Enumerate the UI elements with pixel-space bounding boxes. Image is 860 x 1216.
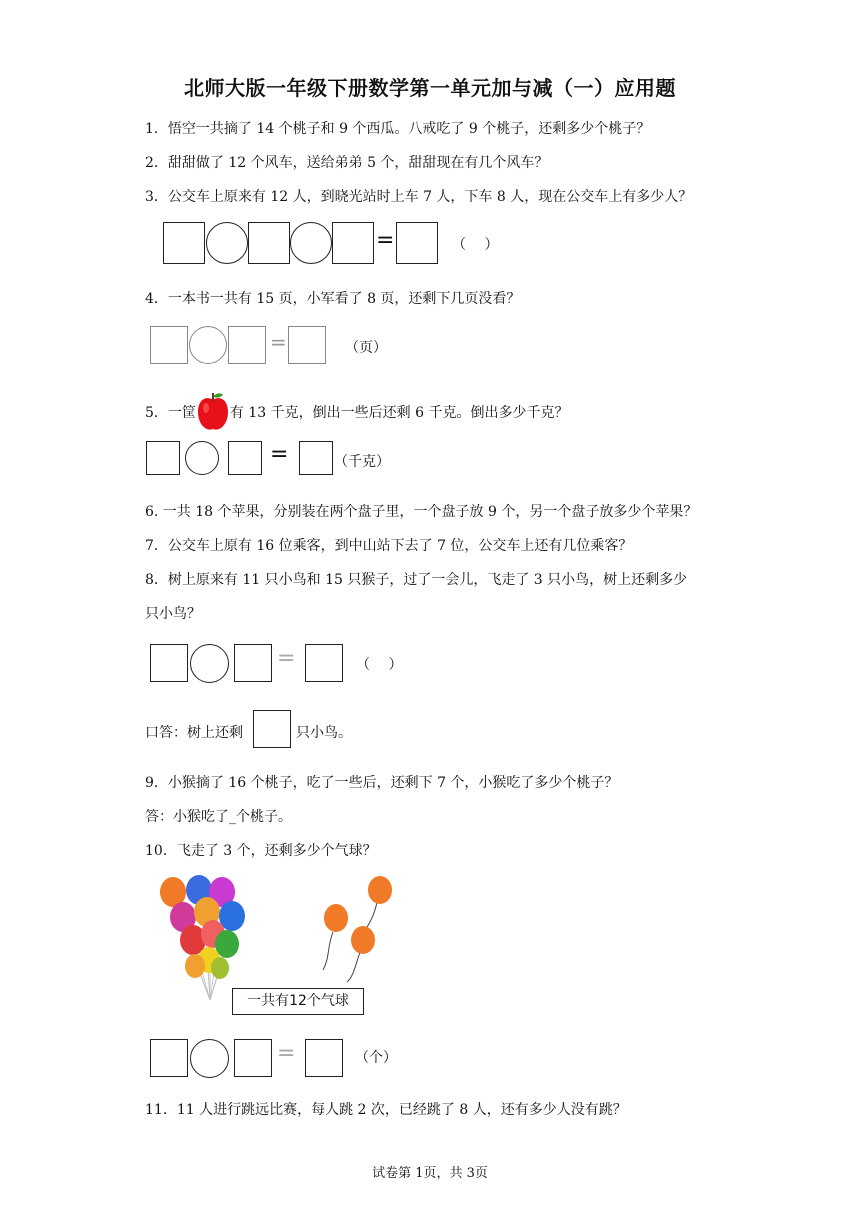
equals-sign: =	[270, 442, 289, 467]
unit-label: （个）	[355, 1050, 397, 1066]
balloon-icon	[185, 954, 205, 978]
answer-box[interactable]	[146, 441, 180, 475]
question-4: 4．一本书一共有 15 页，小军看了 8 页，还剩下几页没看？	[145, 291, 521, 307]
question-10: 10．飞走了 3 个，还剩多少个气球？	[145, 843, 377, 859]
apple-icon	[196, 392, 230, 426]
result-box[interactable]	[299, 441, 333, 475]
equals-sign: =	[376, 228, 395, 253]
operator-circle[interactable]	[189, 326, 227, 364]
operator-circle[interactable]	[185, 441, 219, 475]
oral-answer-prefix: 口答：树上还剩	[145, 725, 243, 741]
q8-oral-answer	[145, 722, 243, 742]
operator-circle[interactable]	[206, 222, 248, 264]
balloons-caption: 一共有12个气球	[232, 988, 364, 1015]
question-8-line-1: 8．树上原来有 11 只小鸟和 15 只猴子，过了一会儿，飞走了 3 只小鸟，树上还剩多少	[145, 572, 688, 588]
operator-circle[interactable]	[190, 644, 229, 683]
equals-sign: =	[277, 646, 296, 671]
unit-label: （ ）	[452, 237, 499, 253]
balloon-icon	[351, 926, 375, 954]
operator-circle[interactable]	[290, 222, 332, 264]
answer-box[interactable]	[234, 1039, 272, 1077]
question-8-line-2: 只小鸟？	[145, 606, 201, 622]
balloon-icon	[324, 904, 348, 932]
answer-box[interactable]	[332, 222, 374, 264]
equals-sign: =	[270, 330, 287, 354]
page-title: 北师大版一年级下册数学第一单元加与减（一）应用题	[184, 76, 676, 100]
page-footer: 试卷第 1页，共 3页	[372, 1166, 488, 1181]
equals-sign: =	[277, 1041, 296, 1066]
unit-label: （千克）	[334, 454, 390, 470]
unit-label: （ ）	[356, 657, 403, 673]
question-9: 9．小猴摘了 16 个桃子，吃了一些后，还剩下 7 个，小猴吃了多少个桃子？	[145, 775, 619, 791]
result-box[interactable]	[288, 326, 326, 364]
answer-box[interactable]	[234, 644, 272, 682]
question-5-prefix: 5．一筐	[145, 405, 196, 421]
answer-box[interactable]	[163, 222, 205, 264]
result-box[interactable]	[305, 1039, 343, 1077]
question-3: 3．公交车上原来有 12 人，到晓光站时上车 7 人，下车 8 人，现在公交车上有多少人？	[145, 189, 693, 205]
question-1: 1．悟空一共摘了 14 个桃子和 9 个西瓜。八戒吃了 9 个桃子，还剩多少个桃子？	[145, 121, 651, 137]
operator-circle[interactable]	[190, 1039, 229, 1078]
answer-box[interactable]	[228, 326, 266, 364]
question-2: 2．甜甜做了 12 个风车，送给弟弟 5 个，甜甜现在有几个风车？	[145, 155, 549, 171]
question-5-suffix: 有 13 千克，倒出一些后还剩 6 千克。倒出多少千克？	[229, 405, 569, 421]
answer-box[interactable]	[248, 222, 290, 264]
question-6: 6. 一共 18 个苹果，分别装在两个盘子里，一个盘子放 9 个，另一个盘子放多少个苹果？	[145, 504, 698, 520]
oral-answer-suffix: 只小鸟。	[296, 725, 352, 741]
unit-label: （页）	[345, 340, 387, 356]
answer-box[interactable]	[150, 644, 188, 682]
result-box[interactable]	[305, 644, 343, 682]
question-5	[145, 396, 568, 430]
question-9-answer: 答：小猴吃了_个桃子。	[145, 809, 292, 825]
question-7: 7．公交车上原有 16 位乘客，到中山站下去了 7 位，公交车上还有几位乘客？	[145, 538, 633, 554]
result-box[interactable]	[396, 222, 438, 264]
question-11: 11．11 人进行跳远比赛，每人跳 2 次，已经跳了 8 人，还有多少人没有跳？	[145, 1102, 627, 1118]
balloons-illustration	[155, 872, 405, 1007]
balloon-icon	[211, 957, 229, 979]
answer-box[interactable]	[150, 1039, 188, 1077]
answer-box[interactable]	[228, 441, 262, 475]
oral-answer-box[interactable]	[253, 710, 291, 748]
balloon-icon	[368, 876, 392, 904]
answer-box[interactable]	[150, 326, 188, 364]
